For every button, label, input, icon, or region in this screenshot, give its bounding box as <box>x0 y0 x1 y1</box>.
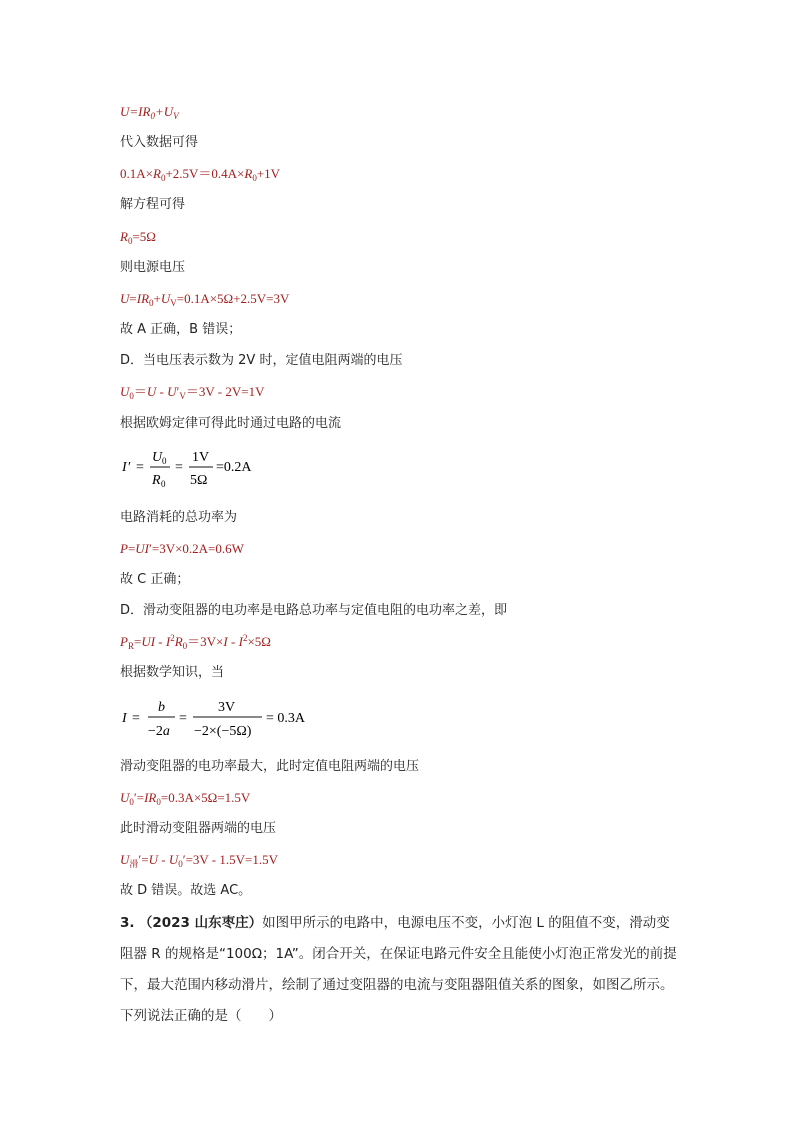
eq-text: $U=IR_0+U_V$ <box>120 104 179 121</box>
equation-line: $0.1A\times R_0+2.5V=0.4A\times R_0+1V$ <box>120 166 281 183</box>
svg-text:R: R <box>152 473 161 488</box>
fraction-formula <box>120 446 320 501</box>
formula-svg <box>120 446 320 496</box>
text-line: D．当电压表示数为 2V 时，定值电阻两端的电压 <box>120 353 403 368</box>
svg-text:5Ω: 5Ω <box>190 473 208 488</box>
question-number: 3. <box>120 915 135 931</box>
text-line: 根据数学知识，当 <box>120 665 225 680</box>
equation-line: $R_0=5\Omega$ <box>120 229 156 246</box>
equation-line: $U_0'=IR_0=0.3A\times 5\Omega=1.5V$ <box>120 790 251 807</box>
text-line: 故 D 错误。故选 AC。 <box>120 883 252 898</box>
equation-line: $P_R=UI - I^2R_0=3V\times I - I^2\times 5\Omega$ <box>120 633 271 651</box>
svg-text:b: b <box>158 700 165 715</box>
equation-line: $U_0=U - U'_V=3V - 2V=1V$ <box>120 384 265 401</box>
svg-text:U: U <box>152 450 163 465</box>
text-line: 电路消耗的总功率为 <box>120 510 238 525</box>
svg-text:0: 0 <box>161 479 166 489</box>
svg-text:I: I <box>122 711 127 726</box>
svg-text:=: = <box>179 711 187 726</box>
text-line: 故 A 正确，B 错误； <box>120 322 242 337</box>
svg-text:0: 0 <box>162 456 167 466</box>
svg-text:=: = <box>132 711 140 726</box>
equation-line: $U=IR_0+U_V=0.1A\times 5\Omega+2.5V=3V$ <box>120 291 290 308</box>
svg-text:=: = <box>175 460 183 475</box>
text-line: 根据欧姆定律可得此时通过电路的电流 <box>120 416 342 431</box>
svg-text:1V: 1V <box>192 450 210 465</box>
text-line: 故 C 正确； <box>120 572 190 587</box>
question-source: （2023 山东枣庄） <box>138 915 263 931</box>
text-line: D．滑动变阻器的电功率是电路总功率与定值电阻的电功率之差，即 <box>120 603 508 618</box>
text-line: 滑动变阻器的电功率最大，此时定值电阻两端的电压 <box>120 759 420 774</box>
question-text: 如图甲所示的电路中，电源电压不变，小灯泡 L 的阻值不变，滑动变阻器 R 的规格是“100Ω；1A”。闭合开关，在保证电路元件安全且能使小灯泡正常发光的前提下，最大范围内移动滑片，绘制了通过变阻器的电流与变阻器阻值关系的图象，如图乙所示。下列说法正确的是（ ） <box>120 915 677 1024</box>
svg-text:=: = <box>136 460 144 475</box>
svg-text:=0.2A: =0.2A <box>216 460 252 475</box>
equation-line <box>120 103 179 121</box>
svg-text:3V: 3V <box>218 700 236 715</box>
text-line: 代入数据可得 <box>120 135 199 150</box>
fraction-formula <box>120 695 380 750</box>
question-block <box>120 908 680 1032</box>
text-line: 此时滑动变阻器两端的电压 <box>120 821 277 836</box>
svg-text:−2a: −2a <box>148 724 170 739</box>
svg-text:′: ′ <box>128 460 132 475</box>
svg-text:I: I <box>122 460 127 475</box>
text-line: 则电源电压 <box>120 260 186 275</box>
text-line: 解方程可得 <box>120 197 186 212</box>
equation-line: P=UI′=3V×0.2A=0.6W <box>120 541 244 556</box>
formula-svg <box>120 695 380 745</box>
equation-line: $U_滑'=U - U_0'=3V - 1.5V=1.5V$ <box>120 852 278 869</box>
svg-text:−2×(−5Ω): −2×(−5Ω) <box>194 724 252 739</box>
svg-text:= 0.3A: = 0.3A <box>266 711 306 726</box>
